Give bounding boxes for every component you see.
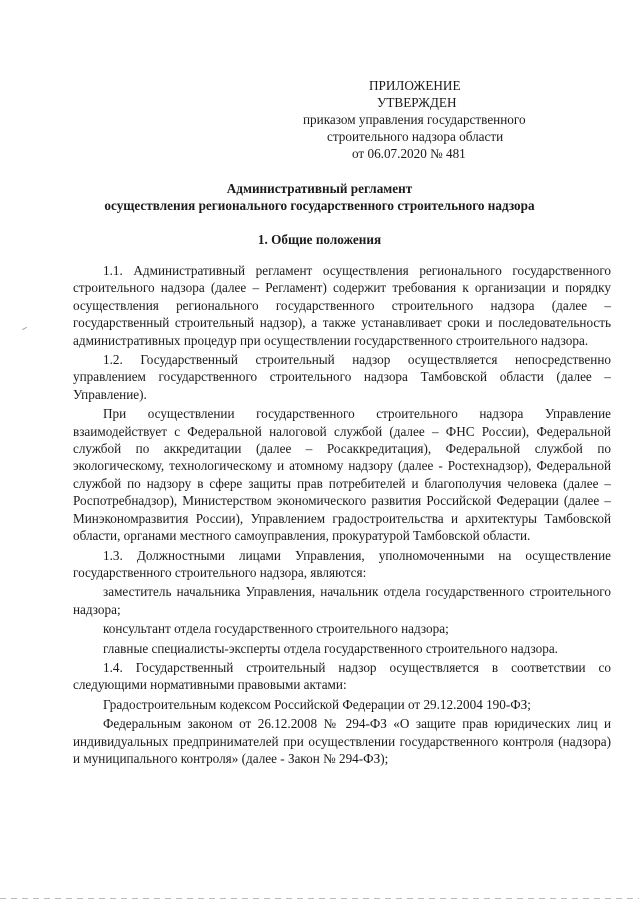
document-title: Административный регламент bbox=[226, 181, 413, 196]
scan-edge-line bbox=[0, 898, 639, 899]
approval-authority-line: строительного надзора области bbox=[327, 129, 504, 144]
approval-order-line: приказом управления государственного bbox=[303, 112, 526, 127]
section-heading: 1. Общие положения bbox=[257, 232, 382, 247]
scan-speck bbox=[22, 327, 27, 330]
paragraph-1-3: 1.3. Должностными лицами Управления, уполномоченными на осуществление государственного строительного надзора, являются: bbox=[73, 547, 611, 580]
paragraph-1-4: 1.4. Государственный строительный надзор осуществляется в соответствии со следующими нормативными правовыми актами: bbox=[73, 659, 611, 693]
approval-approved-label: УТВЕРЖДЕН bbox=[377, 95, 457, 110]
document-body bbox=[73, 262, 611, 769]
list-item-chief-specialists: главные специалисты-эксперты отдела государственного строительного надзора. bbox=[103, 640, 558, 656]
document-subtitle: осуществления регионального государственного строительного надзора bbox=[104, 198, 535, 213]
paragraph-1-1: 1.1. Административный регламент осуществления регионального государственного строительного надзора (далее – Регламент) содержит требования к организации и порядку осуществления регионального государственного строительного надзора (далее – государственный строительный надзор), а также устанавливает сроки и последовательность административных процедур при осуществлении государственного строительного надзора. bbox=[73, 263, 611, 348]
approval-annex-label: ПРИЛОЖЕНИЕ bbox=[369, 78, 461, 93]
paragraph-1-2: 1.2. Государственный строительный надзор осуществляется непосредственно управлением государственного строительного надзора Тамбовской области (далее – Управление). bbox=[73, 352, 611, 402]
list-item-town-planning-code: Градостроительным кодексом Российской Федерации от 29.12.2004 190-ФЗ; bbox=[103, 696, 531, 712]
approval-date-number: от 06.07.2020 № 481 bbox=[352, 146, 466, 161]
list-item-federal-law-294: Федеральным законом от 26.12.2008 № 294-ФЗ «О защите прав юридических лиц и индивидуальных предпринимателей при осуществлении государственного контроля (надзора) и муниципального контроля» (далее - Закон № 294-ФЗ); bbox=[73, 716, 611, 766]
paragraph-interaction: При осуществлении государственного строительного надзора Управление взаимодействует с Федеральной налоговой службой (далее – ФНС России), Федеральной службой по аккредитации (далее – Росаккредитация), Федеральной службой по экологическому, технологическому и атомному надзору (далее - Ростехнадзор), Федеральной службой по надзору в сфере защиты прав потребителей и благополучия человека (далее –Роспотребнадзор), Министерством экономического развития Российской Федерации (далее – Минэкономразвития России), Управлением градостроительства и архитектуры Тамбовской области, органами местного самоуправления, прокуратурой Тамбовской области. bbox=[73, 406, 611, 544]
list-item-consultant: консультант отдела государственного строительного надзора; bbox=[103, 621, 449, 637]
list-item-deputy-head: заместитель начальника Управления, начальник отдела государственного строительного надзора; bbox=[73, 584, 611, 617]
